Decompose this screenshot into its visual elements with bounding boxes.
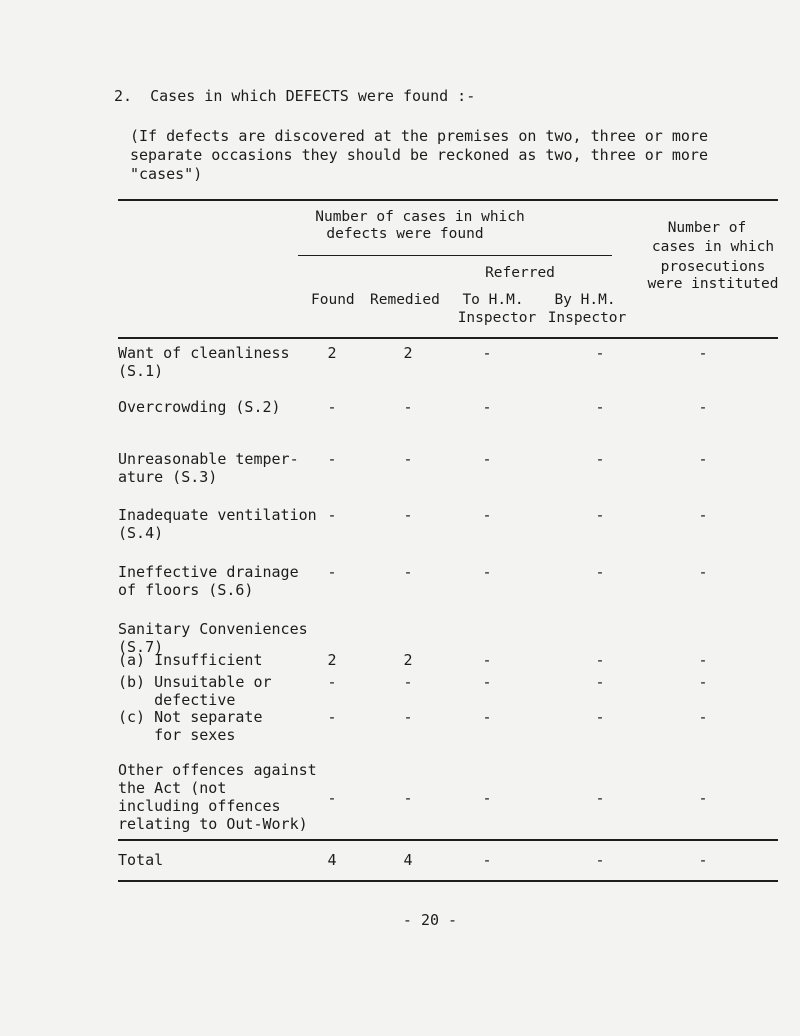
- total-by-hm: -: [595, 851, 605, 869]
- cell-prosecutions: -: [698, 450, 708, 468]
- cell-by-hm: -: [595, 450, 605, 468]
- total-to-hm: -: [482, 851, 492, 869]
- cell-found: -: [327, 673, 337, 691]
- cell-by-hm: -: [595, 673, 605, 691]
- cell-to-hm: -: [482, 398, 492, 416]
- table-top-rule: [118, 199, 778, 201]
- header-by-hm-line-1: By H.M.: [554, 292, 616, 308]
- row-label: (a) Insufficient: [118, 651, 263, 669]
- cell-to-hm: -: [482, 450, 492, 468]
- cell-prosecutions: -: [698, 708, 708, 726]
- row-label: (S.7): [118, 638, 164, 656]
- cell-by-hm: -: [595, 708, 605, 726]
- row-label: of floors (S.6): [118, 581, 254, 599]
- row-label: (S.4): [118, 524, 164, 542]
- header-found: Found: [311, 292, 355, 308]
- cell-remedied: -: [403, 673, 413, 691]
- cell-found: -: [327, 708, 337, 726]
- row-label: defective: [118, 691, 236, 709]
- cell-by-hm: -: [595, 398, 605, 416]
- cell-to-hm: -: [482, 344, 492, 362]
- cell-remedied: 2: [403, 344, 413, 362]
- cell-found: -: [327, 789, 337, 807]
- row-label: Ineffective drainage: [118, 563, 299, 581]
- cell-found: -: [327, 398, 337, 416]
- cell-by-hm: -: [595, 344, 605, 362]
- cell-found: 2: [327, 651, 337, 669]
- row-label: (c) Not separate: [118, 708, 263, 726]
- cell-prosecutions: -: [698, 563, 708, 581]
- cell-to-hm: -: [482, 506, 492, 524]
- note-line-2: separate occasions they should be reckoned as two, three or more: [130, 146, 708, 164]
- row-label: relating to Out-Work): [118, 815, 308, 833]
- header-by-hm-line-2: Inspector: [547, 310, 627, 326]
- cell-by-hm: -: [595, 506, 605, 524]
- header-prosecutions-line-2: cases in which: [651, 239, 775, 255]
- row-label: Unreasonable temper-: [118, 450, 299, 468]
- header-group-line-1: Number of cases in which: [315, 209, 525, 225]
- cell-prosecutions: -: [698, 344, 708, 362]
- cell-remedied: -: [403, 450, 413, 468]
- row-label: including offences: [118, 797, 281, 815]
- row-label: Sanitary Conveniences: [118, 620, 308, 638]
- cell-remedied: 2: [403, 651, 413, 669]
- row-label: the Act (not: [118, 779, 227, 797]
- row-label: Other offences against: [118, 761, 317, 779]
- row-label: ature (S.3): [118, 468, 218, 486]
- header-bottom-rule: [118, 337, 778, 339]
- cell-found: -: [327, 506, 337, 524]
- cell-remedied: -: [403, 708, 413, 726]
- cell-to-hm: -: [482, 789, 492, 807]
- row-label: (b) Unsuitable or: [118, 673, 272, 691]
- header-mid-rule: [298, 255, 612, 256]
- total-top-rule: [118, 839, 778, 841]
- header-remedied: Remedied: [370, 292, 440, 308]
- cell-prosecutions: -: [698, 673, 708, 691]
- header-prosecutions-line-3: prosecutions: [660, 259, 766, 275]
- row-label: Overcrowding (S.2): [118, 398, 281, 416]
- cell-remedied: -: [403, 789, 413, 807]
- cell-prosecutions: -: [698, 506, 708, 524]
- row-label: (S.1): [118, 362, 164, 380]
- cell-remedied: -: [403, 398, 413, 416]
- cell-prosecutions: -: [698, 789, 708, 807]
- total-remedied: 4: [403, 851, 413, 869]
- section-heading: 2. Cases in which DEFECTS were found :-: [114, 87, 476, 105]
- header-referred: Referred: [485, 265, 555, 281]
- total-bottom-rule: [118, 880, 778, 882]
- header-prosecutions-line-4: were instituted: [647, 276, 779, 292]
- header-group-line-2: defects were found: [326, 226, 484, 242]
- header-to-hm-line-1: To H.M.: [462, 292, 524, 308]
- cell-found: 2: [327, 344, 337, 362]
- note-line-3: "cases"): [130, 165, 203, 183]
- cell-to-hm: -: [482, 673, 492, 691]
- row-label: Inadequate ventilation: [118, 506, 317, 524]
- row-label: for sexes: [118, 726, 236, 744]
- cell-by-hm: -: [595, 789, 605, 807]
- cell-to-hm: -: [482, 651, 492, 669]
- header-to-hm-line-2: Inspector: [457, 310, 537, 326]
- cell-to-hm: -: [482, 563, 492, 581]
- cell-found: -: [327, 563, 337, 581]
- row-label: Want of cleanliness: [118, 344, 290, 362]
- cell-remedied: -: [403, 563, 413, 581]
- total-prosecutions: -: [698, 851, 708, 869]
- cell-by-hm: -: [595, 563, 605, 581]
- header-prosecutions-line-1: Number of: [667, 220, 747, 236]
- cell-by-hm: -: [595, 651, 605, 669]
- cell-to-hm: -: [482, 708, 492, 726]
- total-found: 4: [327, 851, 337, 869]
- cell-prosecutions: -: [698, 651, 708, 669]
- total-label: Total: [118, 851, 164, 869]
- page-number: - 20 -: [402, 911, 458, 929]
- cell-found: -: [327, 450, 337, 468]
- cell-remedied: -: [403, 506, 413, 524]
- cell-prosecutions: -: [698, 398, 708, 416]
- note-line-1: (If defects are discovered at the premises on two, three or more: [130, 127, 708, 145]
